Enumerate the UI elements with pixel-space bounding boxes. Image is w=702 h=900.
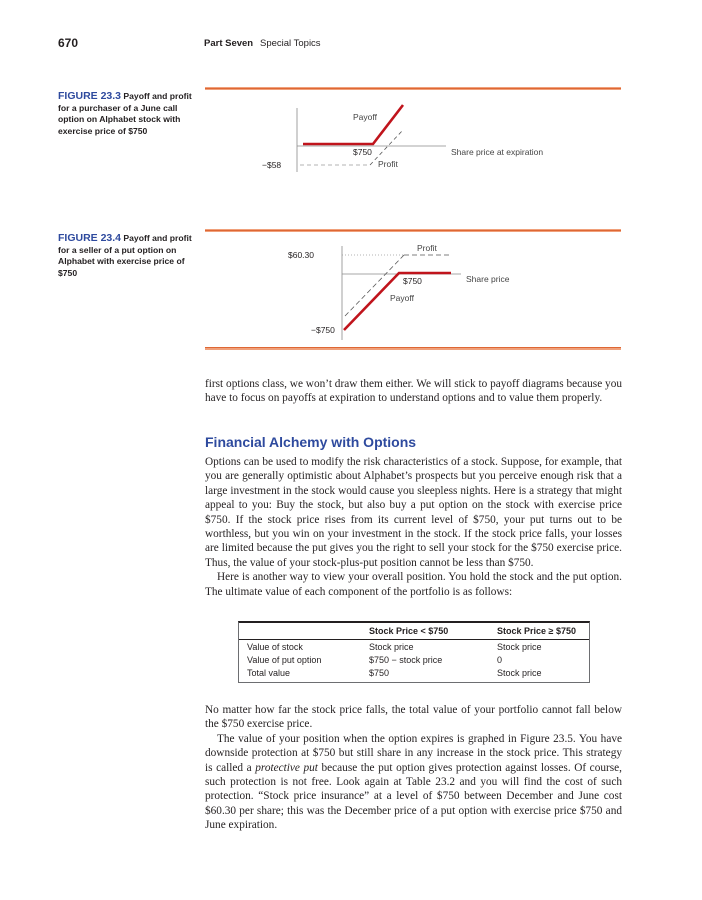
payoff-label: Payoff [390,293,414,303]
figure-23-3-diagram [205,86,623,196]
closing-paragraph-1: No matter how far the stock price falls, the total value of your portfolio cannot fall below the $750 exercise price. [205,704,622,731]
figure-23-4-caption-text: Payoff and profit for a seller of a put option on Alphabet with exercise price of $750 [58,233,192,278]
strike-label: $750 [403,276,422,286]
protective-put-term: protective put [255,761,318,774]
table-header-2: Stock Price ≥ $750 [497,623,589,640]
section-heading: Financial Alchemy with Options [205,434,417,450]
closing-body [205,703,622,833]
payoff-line [303,105,403,144]
negative-premium-label: −$58 [262,160,282,170]
table-cell: Total value [247,667,291,678]
table-box [238,621,590,683]
negative-strike-label: −$750 [311,325,335,335]
table-cell: 0 [497,654,503,665]
table-row [239,666,589,679]
profit-label: Profit [378,159,398,169]
intro-paragraph [205,377,622,406]
closing-paragraph-2-start: The value of your position when the option expires is graphed in Figure 23.5. You have downside protection at $750 but still share in any increase in the stock price. This strategy is called a [205,732,622,774]
section-paragraph-1: Options can be used to modify the risk characteristics of a stock. Suppose, for example, that you are generally optimistic about Alphabet’s prospects but you perceive enough risk that a large investment in the stock would cause you sleepless nights. Here is a strategy that might appeal to you: Buy the stock, but also buy a put option on the stock with exercise price $750. If the stock price rises from its current level of $750, your put turns out to be worthless, but you win on your investment in the stock. If the stock price falls, your losses are limited because the put gives you the right to sell your stock for the $750 exercise price. Thus, the value of your stock-plus-put position cannot be less than $750. [205,456,622,569]
part-title: Special Topics [260,38,321,49]
section-paragraph-2: Here is another way to view your overall position. You hold the stock and the put option. The ultimate value of each component of the portfolio is as follows: [205,571,622,598]
figure-23-4-caption [58,233,198,279]
table-cell: Value of put option [247,654,322,665]
intro-text: first options class, we won’t draw them either. We will stick to payoff diagrams because you have to focus on payoffs at expiration to understand options and to value them properly. [205,378,622,405]
figure-23-3-label: FIGURE 23.3 [58,90,122,102]
table-cell: Stock price [497,641,542,652]
payoff-label: Payoff [353,112,377,122]
table-header-row [239,623,589,640]
profit-line-rising [345,255,404,316]
value-table [239,623,589,679]
figure-23-4-diagram [205,228,623,356]
figure-23-3-caption [58,91,198,137]
premium-label: $60.30 [288,250,314,260]
table-cell: Stock price [497,667,542,678]
table-cell: $750 [369,667,390,678]
strike-label: $750 [353,147,372,157]
table-header-0 [239,623,369,640]
page-number: 670 [58,36,79,50]
table-cell: Value of stock [247,641,303,652]
figure-23-3-caption-text: Payoff and profit for a purchaser of a June call option on Alphabet stock with exercise price of $750 [58,91,192,136]
table-row [239,653,589,666]
table-cell: $750 − stock price [369,654,443,665]
table-cell: Stock price [369,641,414,652]
portfolio-value-table [238,621,590,683]
x-axis-label: Share price [466,274,510,284]
part-label: Part Seven [204,38,254,49]
table-header-1: Stock Price < $750 [369,623,497,640]
profit-label: Profit [417,243,437,253]
figure-23-4-label: FIGURE 23.4 [58,232,122,244]
x-axis-label: Share price at expiration [451,147,544,157]
table-row [239,640,589,654]
closing-paragraph-2-end: because the put option gives protection against losses. Of course, such protection is not free. Look again at Table 23.2 and you will find the cost of such protection. “Stock price insurance” at a level of $750 between December and June cost $60.30 per share; this was the December price of a put option with exercise price $750 and June expiration. [205,761,622,832]
closing-paragraph-2 [205,732,622,833]
section-body [205,455,622,599]
